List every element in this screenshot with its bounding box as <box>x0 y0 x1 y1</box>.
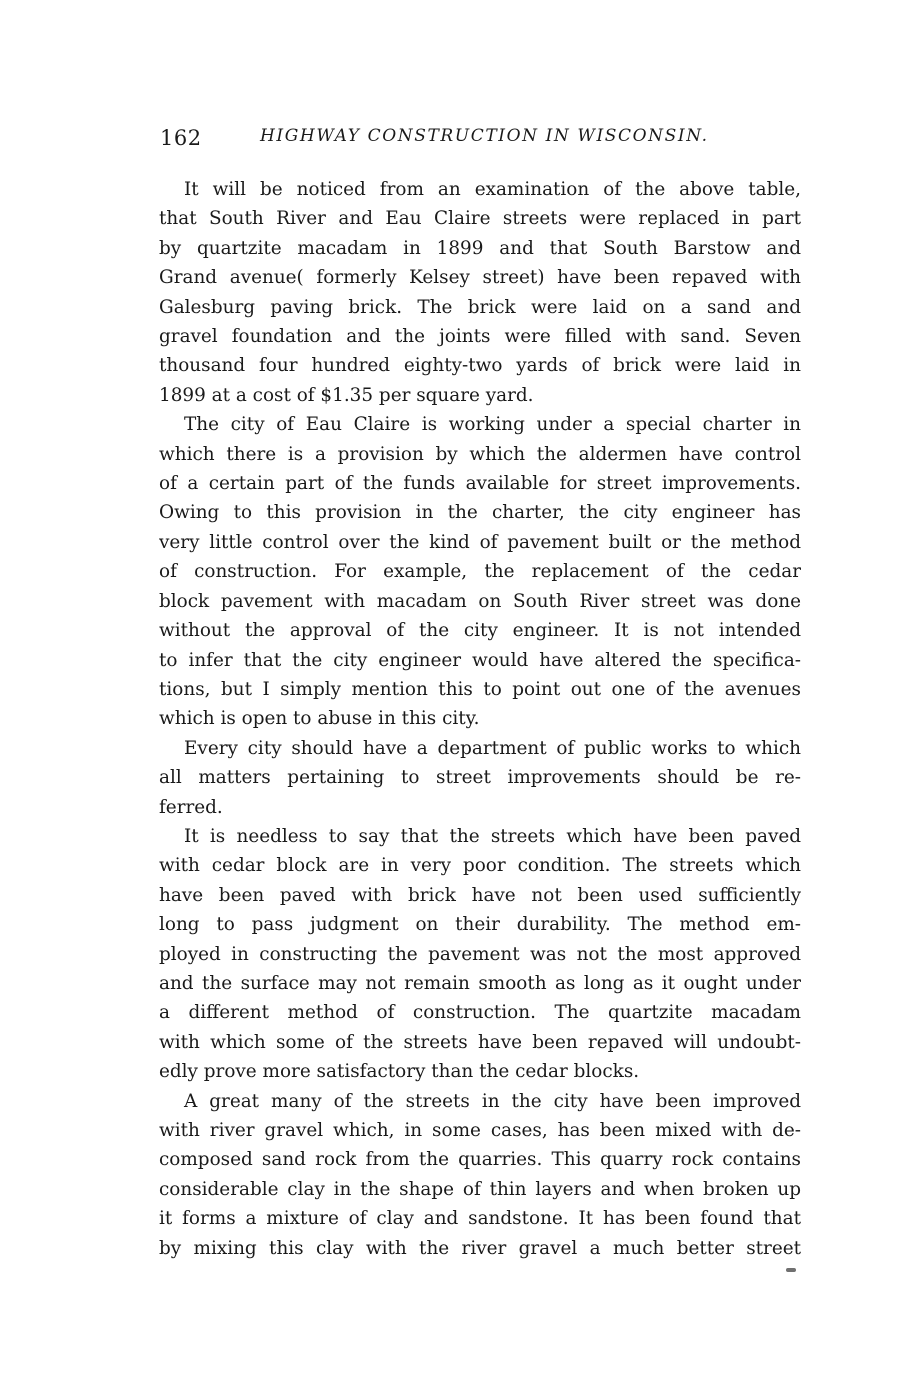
text-line: Galesburg paving brick. The brick were laid on a sand and <box>159 296 801 318</box>
text-line: considerable clay in the shape of thin layers and when broken up <box>159 1178 801 1200</box>
ink-speck <box>786 1268 796 1272</box>
paragraph-table-observations <box>159 175 801 410</box>
text-line: A great many of the streets in the city have been improved <box>184 1090 801 1112</box>
text-line: by quartzite macadam in 1899 and that South Barstow and <box>159 237 801 259</box>
text-line: tions, but I simply mention this to point out one of the avenues <box>159 678 801 700</box>
text-line: It will be noticed from an examination of the above table, <box>184 179 801 200</box>
text-line: The city of Eau Claire is working under a special charter in <box>184 414 801 436</box>
text-line: very little control over the kind of pavement built or the method <box>159 531 801 553</box>
text-line: long to pass judgment on their durability. The method em- <box>159 914 801 936</box>
text-line: have been paved with brick have not been used sufficiently <box>159 884 801 906</box>
text-line: gravel foundation and the joints were filled with sand. Seven <box>159 326 801 348</box>
text-line: Every city should have a department of public works to which <box>184 737 801 759</box>
page-number: 162 <box>160 126 202 150</box>
body-text <box>159 175 801 1263</box>
paragraph-pavement-condition <box>159 822 801 1087</box>
text-line: ployed in constructing the pavement was not the most approved <box>159 943 801 965</box>
text-line: Grand avenue( formerly Kelsey street) have been repaved with <box>159 267 801 289</box>
text-line: block pavement with macadam on South River street was done <box>159 590 801 612</box>
text-line: edly prove more satisfactory than the cedar blocks. <box>159 1061 640 1083</box>
text-line: Owing to this provision in the charter, the city engineer has <box>159 502 801 524</box>
text-line: that South River and Eau Claire streets were replaced in part <box>159 208 801 230</box>
running-title: HIGHWAY CONSTRUCTION IN WISCONSIN. <box>260 126 709 146</box>
text-line: it forms a mixture of clay and sandstone. It has been found that <box>159 1208 801 1230</box>
text-line: It is needless to say that the streets which have been paved <box>184 825 801 847</box>
text-line: and the surface may not remain smooth as long as it ought under <box>159 972 801 994</box>
text-line: which is open to abuse in this city. <box>159 708 480 730</box>
text-line: a different method of construction. The quartzite macadam <box>159 1002 801 1024</box>
text-line: of construction. For example, the replacement of the cedar <box>159 561 801 583</box>
text-line: with which some of the streets have been repaved will undoubt- <box>159 1031 801 1053</box>
text-line: by mixing this clay with the river gravel a much better street <box>159 1237 801 1259</box>
text-line: which there is a provision by which the aldermen have control <box>159 443 801 465</box>
text-line: thousand four hundred eighty-two yards of brick were laid in <box>159 355 801 377</box>
text-line: 1899 at a cost of $1.35 per square yard. <box>159 384 534 406</box>
paragraph-special-charter <box>159 410 801 733</box>
text-line: to infer that the city engineer would have altered the specifica- <box>159 649 801 671</box>
text-line: of a certain part of the funds available for street improvements. <box>159 473 801 495</box>
text-line: all matters pertaining to street improvements should be re- <box>159 767 801 789</box>
text-line: ferred. <box>159 796 223 818</box>
text-line: with river gravel which, in some cases, has been mixed with de- <box>159 1120 801 1141</box>
paragraph-public-works <box>159 734 801 822</box>
text-line: with cedar block are in very poor condition. The streets which <box>159 855 801 877</box>
running-head <box>160 122 800 156</box>
paragraph-river-gravel <box>159 1087 801 1263</box>
text-line: without the approval of the city engineer. It is not intended <box>159 620 801 642</box>
text-line: composed sand rock from the quarries. This quarry rock contains <box>159 1149 801 1171</box>
